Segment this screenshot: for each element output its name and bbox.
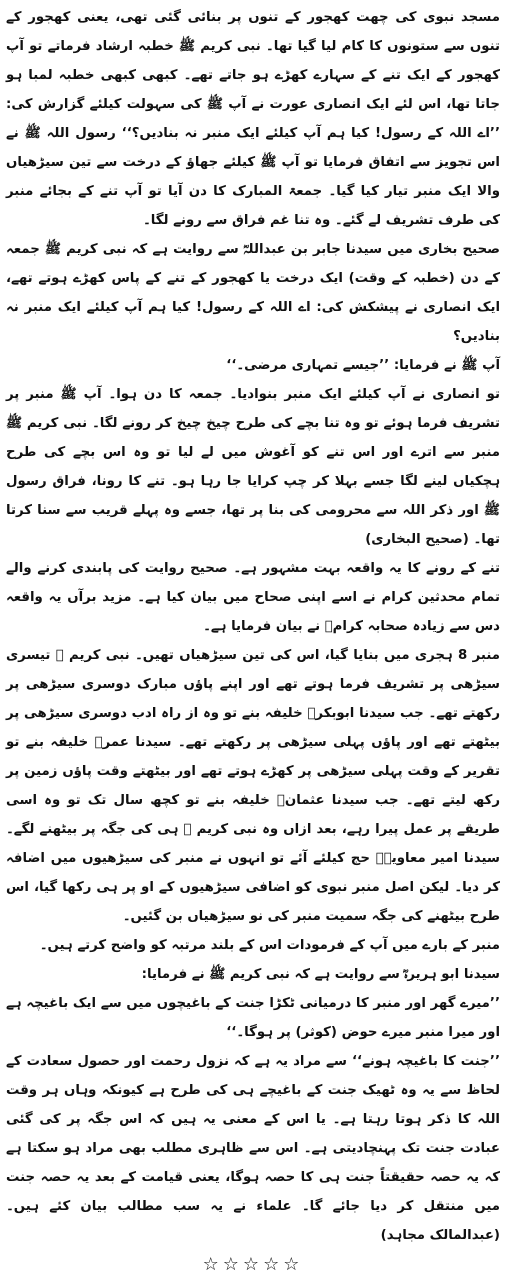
end-stars-divider: ☆☆☆☆☆	[202, 1254, 304, 1275]
paragraph-garden-explanation: ’’جنت کا باغیچہ ہونے‘‘ سے مراد یہ ہے کہ نزول رحمت اور حصول سعادت کے لحاظ سے یہ وہ ٹھیک جنت کے باغیچے ہی کی طرح ہے کیونکہ وہاں ہر وقت اللہ کا ذکر ہوتا رہتا ہے۔ یا اس کے معنی یہ ہیں کہ اس جگہ پر کی گئی عبادت جنت تک پہنچادیتی ہے۔ اس سے ظاہری مطلب بھی مراد ہو سکتا ہے کہ یہ حصہ حقیقتاً جنت ہی کا حصہ ہوگا، یعنی قیامت کے بعد یہ حصہ جنت میں منتقل کر دیا جائے گا۔ علماء نے یہ سب مطالب بیان کئے ہیں۔ (عبدالمالک مجاہد)	[6, 1054, 500, 1243]
paragraph-hadith-quote: ’’میرے گھر اور منبر کا درمیانی ٹکڑا جنت کے باغیچوں میں سے ایک باغیچہ ہے اور میرا منبر میرے حوض (کوثر) پر ہوگا۔‘‘	[6, 996, 500, 1040]
paragraph-mimbar-history: مسجد نبوی کی چھت کھجور کے تنوں پر بنائی گئی تھی، یعنی کھجور کے تنوں سے ستونوں کا کام لیا گیا تھا۔ نبی کریم ﷺ خطبہ ارشاد فرماتے تو آپ کھجور کے ایک تنے کے سہارے کھڑے ہو جاتے تھے۔ کبھی کبھی خطبہ لمبا ہو جاتا تھا، اس لئے ایک انصاری عورت نے آپ ﷺ کی سہولت کیلئے گزارش کی: ’’اے اللہ کے رسول! کیا ہم آپ کیلئے ایک منبر نہ بنادیں؟‘‘ رسول اللہ ﷺ نے اس تجویز سے اتفاق فرمایا تو آپ ﷺ کیلئے جھاؤ کے درخت سے تین سیڑھیاں والا ایک منبر تیار کیا گیا۔ جمعۃ المبارک کا دن آیا تو آپ تنے کے بجائے منبر کی طرف تشریف لے گئے۔ وہ تنا غم فراق سے رونے لگا۔	[6, 10, 500, 228]
paragraph-mimbar-virtue: منبر کے بارے میں آپ کے فرمودات اس کے بلند مرتبہ کو واضح کرتے ہیں۔	[39, 938, 500, 953]
paragraph-trunk-crying: تو انصاری نے آپ کیلئے ایک منبر بنوادیا۔ جمعہ کا دن ہوا۔ آپ ﷺ منبر پر تشریف فرما ہوئے تو وہ تنا بچے کی طرح چیخ چیخ کر رونے لگا۔ نبی کریم ﷺ منبر سے اترے اور اس تنے کو آغوش میں لے لیا تو وہ اس بچے کی طرح ہچکیاں لینے لگا جسے بہلا کر چپ کرایا جا رہا ہو۔ تنے کا رونا، فراق رسول ﷺ اور ذکر اللہ سے محرومی کی بنا پر تھا، جسے وہ پہلے قریب سے سنا کرتا تھا۔ (صحیح البخاری)	[6, 387, 500, 547]
paragraph-event-fame: تنے کے رونے کا یہ واقعہ بہت مشہور ہے۔ صحیح روایت کی پابندی کرنے والے تمام محدثین کرام نے اسے اپنی صحاح میں بیان کیا ہے۔ مزید برآں یہ واقعہ دس سے زیادہ صحابہ کرامؓ نے بیان فرمایا ہے۔	[6, 561, 500, 634]
paragraph-abu-hurairah-intro: سیدنا ابو ہریرہؓ سے روایت ہے کہ نبی کریم ﷺ نے فرمایا:	[141, 967, 500, 982]
paragraph-mimbar-steps: منبر 8 ہجری میں بنایا گیا، اس کی تین سیڑھیاں تھیں۔ نبی کریم ﷺ تیسری سیڑھی پر تشریف فرما ہوتے تھے اور اپنے پاؤں مبارک دوسری سیڑھی پر رکھتے تھے۔ جب سیدنا ابوبکرؓ خلیفہ بنے تو وہ از راہ ادب دوسری سیڑھی پر بیٹھتے تھے اور پاؤں پہلی سیڑھی پر رکھتے تھے۔ سیدنا عمرؓ خلیفہ بنے تو تقریر کے وقت پہلی سیڑھی پر کھڑے ہوتے تھے اور بیٹھتے وقت پاؤں زمین پر رکھ لیتے تھے۔ جب سیدنا عثمانؓ خلیفہ بنے تو کچھ سال تک تو وہ اسی طریقے پر عمل پیرا رہے، بعد ازاں وہ نبی کریم ﷺ ہی کی جگہ پر بیٹھنے لگے۔ سیدنا امیر معاویہؓ حج کیلئے آئے تو انہوں نے منبر کی سیڑھیوں میں اضافہ کر دیا۔ لیکن اصل منبر نبوی کو اضافی سیڑھیوں کے او پر ہی رکھا گیا، اس طرح بیٹھنے کی جگہ سمیت منبر کی نو سیڑھیاں بن گئیں۔	[6, 648, 500, 924]
paragraph-bukhari-narration: صحیح بخاری میں سیدنا جابر بن عبداللہؓ سے روایت ہے کہ نبی کریم ﷺ جمعہ کے دن (خطبہ کے وقت) ایک درخت یا کھجور کے تنے کے پاس کھڑے ہوتے تھے، ایک انصاری نے پیشکش کی: اے اللہ کے رسول! کیا ہم آپ کیلئے ایک منبر نہ بنادیں؟	[6, 242, 500, 344]
paragraph-prophet-reply: آپ ﷺ نے فرمایا: ’’جیسے تمہاری مرضی۔‘‘	[226, 358, 500, 373]
